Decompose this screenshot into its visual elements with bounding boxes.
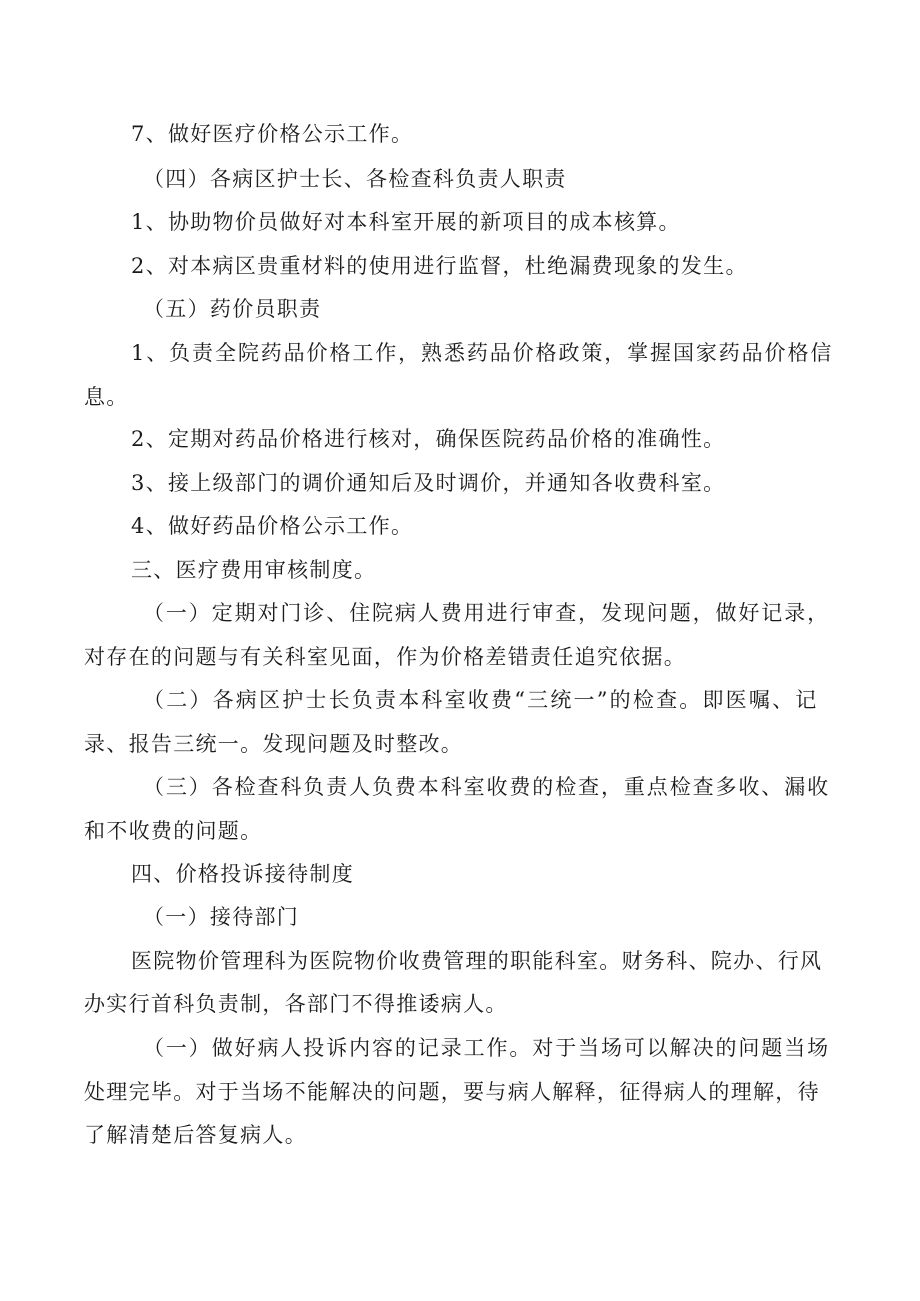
text-line: 1、负责全院药品价格工作，熟悉药品价格政策，掌握国家药品价格信 — [131, 341, 834, 365]
text-line: （一）定期对门诊、住院病人费用进行审查，发现问题，做好记录， — [143, 601, 830, 625]
section-heading: 四、价格投诉接待制度 — [131, 862, 354, 886]
text-line: 了解清楚后答复病人。 — [84, 1123, 307, 1147]
text-line: （二）各病区护士长负责本科室收费“三统一”的检查。即医嘱、记 — [143, 688, 819, 712]
text-line: 3、接上级部门的调价通知后及时调价，并通知各收费科室。 — [131, 471, 726, 495]
text-line: 医院物价管理科为医院物价收费管理的职能科室。财务科、院办、行风 — [131, 949, 823, 973]
section-heading: （四）各病区护士长、各检查科负责人职责 — [143, 167, 567, 191]
text-line: 4、做好药品价格公示工作。 — [131, 514, 414, 538]
text-line: 息。 — [84, 385, 129, 409]
section-heading: （五）药价员职责 — [143, 297, 322, 321]
text-line: 办实行首科负责制，各部门不得推诿病人。 — [84, 992, 508, 1016]
text-line: 7、做好医疗价格公示工作。 — [131, 122, 414, 146]
text-line: （一）做好病人投诉内容的记录工作。对于当场可以解决的问题当场 — [143, 1036, 830, 1060]
text-line: （三）各检查科负责人负费本科室收费的检查，重点检查多收、漏收 — [143, 775, 830, 799]
text-line: 和不收费的问题。 — [84, 819, 263, 843]
text-line: 对存在的问题与有关科室见面，作为价格差错责任追究依据。 — [84, 645, 687, 669]
text-line: 1、协助物价员做好对本科室开展的新项目的成本核算。 — [131, 210, 681, 234]
text-line: 2、定期对药品价格进行核对，确保医院药品价格的准确性。 — [131, 427, 726, 451]
section-heading: 三、医疗费用审核制度。 — [131, 558, 377, 582]
section-heading: （一）接待部门 — [143, 905, 300, 929]
text-line: 2、对本病区贵重材料的使用进行监督，杜绝漏费现象的发生。 — [131, 254, 748, 278]
text-line: 录、报告三统一。发现问题及时整改。 — [84, 732, 464, 756]
text-line: 处理完毕。对于当场不能解决的问题，要与病人解释，征得病人的理解，待 — [84, 1080, 820, 1104]
